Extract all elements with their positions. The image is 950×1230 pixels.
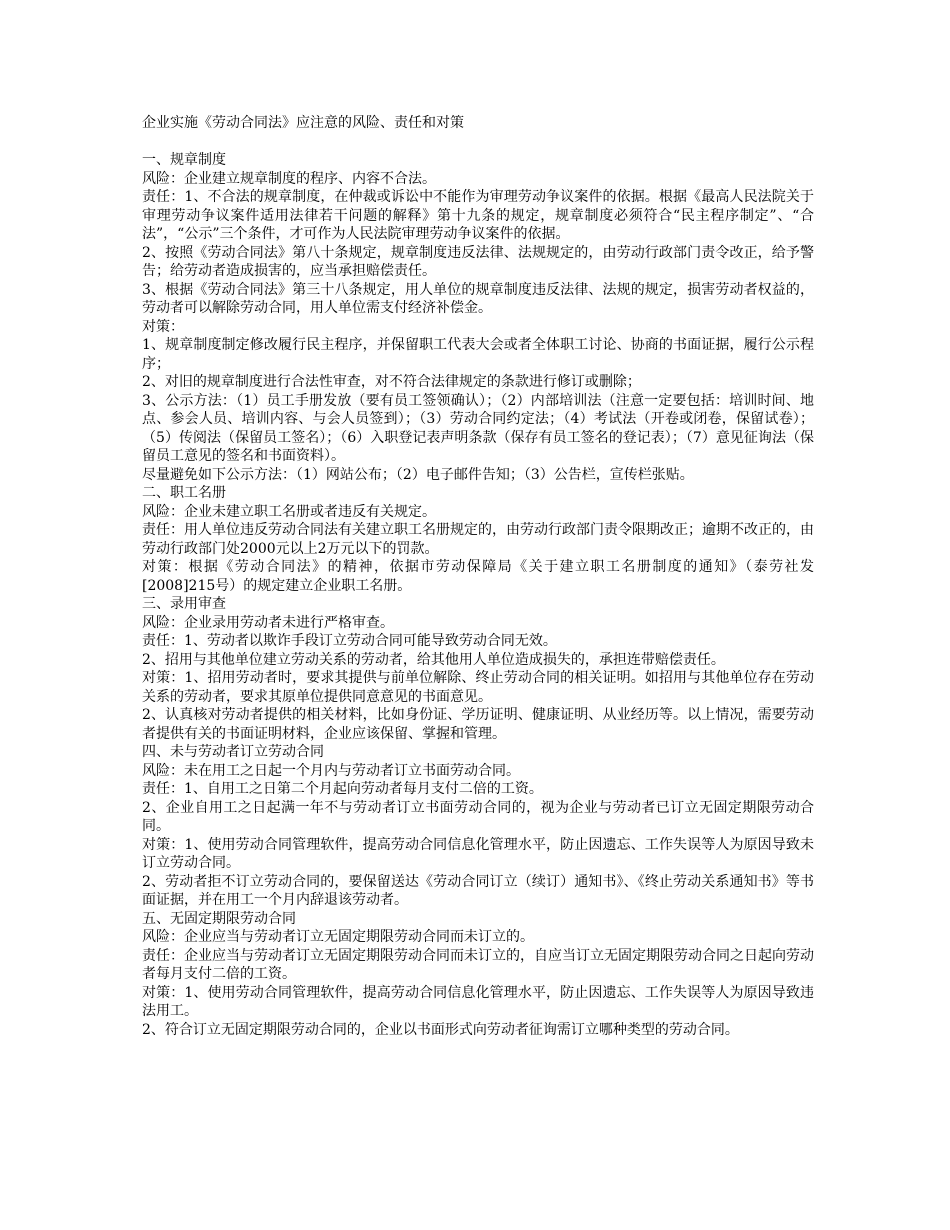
paragraph: 2、企业自用工之日起满一年不与劳动者订立书面劳动合同的，视为企业与劳动者已订立无固定期限劳动合同。	[142, 799, 814, 834]
paragraph: 3、公示方法：（1）员工手册发放（要有员工签领确认）；（2）内部培训法（注意一定要包括：培训时间、地点、参会人员、培训内容、与会人员签到）；（3）劳动合同约定法；（4）考试法（开卷或闭卷，保留试卷）；（5）传阅法（保留员工签名）；（6）入职登记表声明条款（保存有员工签名的登记表）；（7）意见征询法（保留员工意见的签名和书面资料）。	[142, 392, 814, 464]
paragraph: 对策：1、使用劳动合同管理软件，提高劳动合同信息化管理水平，防止因遗忘、工作失误等人为原因导致违法用工。	[142, 984, 814, 1019]
paragraph: 责任：企业应当与劳动者订立无固定期限劳动合同而未订立的，自应当订立无固定期限劳动合同之日起向劳动者每月支付二倍的工资。	[142, 947, 814, 982]
paragraph: 2、认真核对劳动者提供的相关材料，比如身份证、学历证明、健康证明、从业经历等。以上情况，需要劳动者提供有关的书面证明材料，企业应该保留、掌握和管理。	[142, 707, 814, 742]
paragraph: 对策：1、使用劳动合同管理软件，提高劳动合同信息化管理水平，防止因遗忘、工作失误等人为原因导致未订立劳动合同。	[142, 836, 814, 871]
document-title: 企业实施《劳动合同法》应注意的风险、责任和对策	[142, 115, 464, 131]
paragraph: 责任：1、自用工之日第二个月起向劳动者每月支付二倍的工资。	[142, 781, 543, 797]
paragraph: 1、规章制度制定修改履行民主程序，并保留职工代表大会或者全体职工讨论、协商的书面证据，履行公示程序；	[142, 337, 814, 372]
paragraph: 风险：企业建立规章制度的程序、内容不合法。	[142, 170, 436, 187]
paragraph: 三、录用审查	[142, 596, 226, 612]
paragraph: 对策：根据《劳动合同法》的精神，依据市劳动保障局《关于建立职工名册制度的通知》（泰劳社发[2008]215号）的规定建立企业职工名册。	[142, 559, 814, 594]
paragraph: 二、职工名册	[142, 485, 226, 501]
paragraph: 3、根据《劳动合同法》第三十八条规定，用人单位的规章制度违反法律、法规的规定，损害劳动者权益的，劳动者可以解除劳动合同，用人单位需支付经济补偿金。	[142, 281, 814, 316]
paragraph: 四、未与劳动者订立劳动合同	[142, 744, 324, 760]
paragraph: 风险：企业未建立职工名册或者违反有关规定。	[142, 503, 436, 520]
paragraph: 五、无固定期限劳动合同	[142, 910, 296, 927]
paragraph: 风险：企业应当与劳动者订立无固定期限劳动合同而未订立的。	[142, 929, 534, 945]
paragraph: 一、规章制度	[142, 152, 226, 168]
paragraph: 风险：未在用工之日起一个月内与劳动者订立书面劳动合同。	[142, 762, 520, 779]
paragraph: 尽量避免如下公示方法：（1）网站公布；（2）电子邮件告知；（3）公告栏，宣传栏张贴。	[142, 466, 694, 483]
document-body	[142, 151, 814, 1039]
paragraph: 2、符合订立无固定期限劳动合同的，企业以书面形式向劳动者征询需订立哪种类型的劳动合同。	[142, 1021, 739, 1038]
paragraph: 2、对旧的规章制度进行合法性审查，对不符合法律规定的条款进行修订或删除；	[142, 374, 641, 390]
paragraph: 2、劳动者拒不订立劳动合同的，要保留送达《劳动合同订立（续订）通知书》、《终止劳动关系通知书》等书面证据，并在用工一个月内辞退该劳动者。	[142, 873, 814, 908]
paragraph: 2、按照《劳动合同法》第八十条规定，规章制度违反法律、法规规定的，由劳动行政部门责令改正，给予警告；给劳动者造成损害的，应当承担赔偿责任。	[142, 244, 814, 279]
paragraph: 责任：1、不合法的规章制度，在仲裁或诉讼中不能作为审理劳动争议案件的依据。根据《最高人民法院关于审理劳动争议案件适用法律若干问题的解释》第十九条的规定，规章制度必须符合“民主程序制定”、“合法”，“公示”三个条件，才可作为人民法院审理劳动争议案件的依据。	[142, 189, 814, 242]
paragraph: 责任：1、劳动者以欺诈手段订立劳动合同可能导致劳动合同无效。	[142, 633, 557, 649]
paragraph: 责任：用人单位违反劳动合同法有关建立职工名册规定的，由劳动行政部门责令限期改正；逾期不改正的，由劳动行政部门处2000元以上2万元以下的罚款。	[142, 522, 814, 557]
paragraph: 风险：企业录用劳动者未进行严格审查。	[142, 614, 394, 631]
paragraph: 对策：	[142, 318, 184, 335]
paragraph: 2、招用与其他单位建立劳动关系的劳动者，给其他用人单位造成损失的，承担连带赔偿责任。	[142, 651, 725, 668]
paragraph: 对策：1、招用劳动者时，要求其提供与前单位解除、终止劳动合同的相关证明。如招用与其他单位存在劳动关系的劳动者，要求其原单位提供同意意见的书面意见。	[142, 670, 814, 705]
document-page	[142, 114, 814, 1039]
